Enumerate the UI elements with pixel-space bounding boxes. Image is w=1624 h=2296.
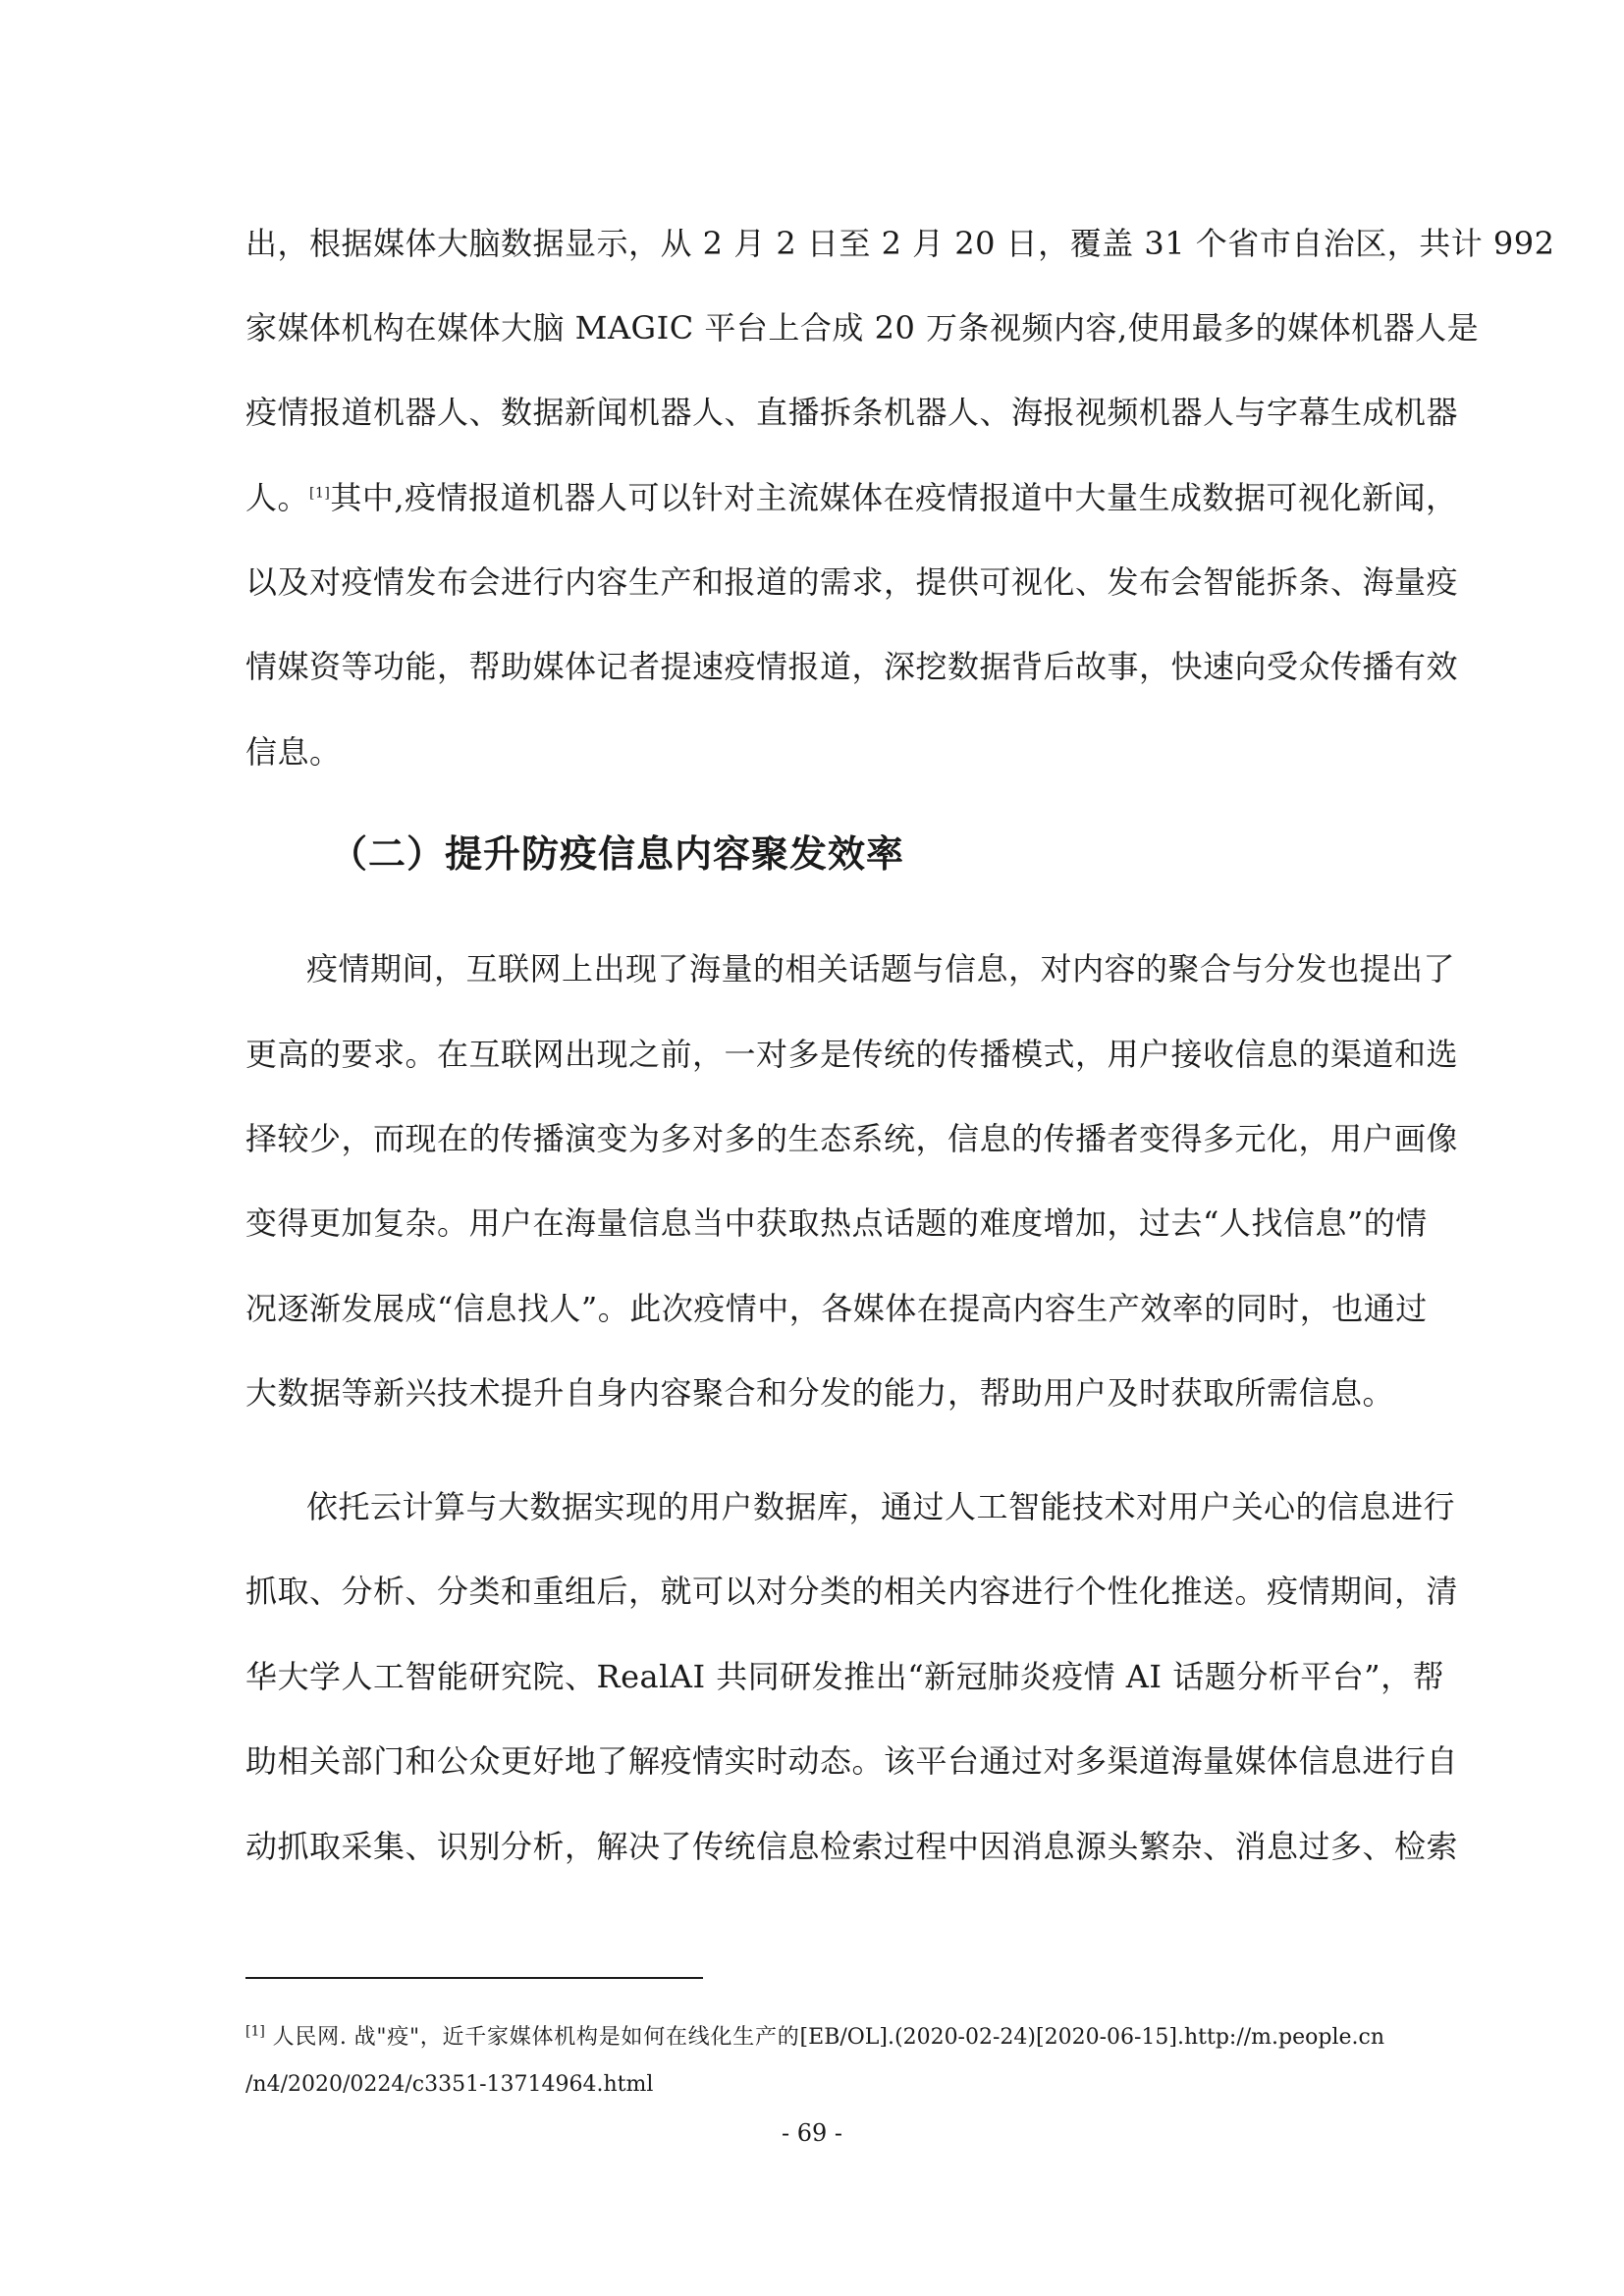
paragraph-1-line-1: 出，根据媒体大脑数据显示，从 2 月 2 日至 2 月 20 日，覆盖 31 个省市自治区，共计 992 xyxy=(245,225,1555,262)
paragraph-3-line-3: 华大学人工智能研究院、RealAI 共同研发推出“新冠肺炎疫情 AI 话题分析平台”，帮 xyxy=(245,1658,1445,1695)
footnote-line-1 xyxy=(245,2023,1384,2053)
paragraph-3-line-1: 依托云计算与大数据实现的用户数据库，通过人工智能技术对用户关心的信息进行 xyxy=(306,1488,1456,1525)
paragraph-2-line-4: 变得更加复杂。用户在海量信息当中获取热点话题的难度增加，过去“人找信息”的情 xyxy=(245,1204,1428,1242)
footnote-text: 人民网. 战"疫"，近千家媒体机构是如何在线化生产的[EB/OL].(2020-02-24)[2020-06-15].http://m.people.cn xyxy=(264,2025,1384,2050)
footnote-reference[interactable]: [1] xyxy=(309,485,331,502)
paragraph-1-line-4-end: 其中,疫情报道机器人可以针对主流媒体在疫情报道中大量生成数据可视化新闻， xyxy=(330,479,1458,516)
paragraph-3-line-2: 抓取、分析、分类和重组后，就可以对分类的相关内容进行个性化推送。疫情期间，清 xyxy=(245,1573,1459,1610)
section-heading: （二）提升防疫信息内容聚发效率 xyxy=(330,832,905,876)
paragraph-1-line-5: 以及对疫情发布会进行内容生产和报道的需求，提供可视化、发布会智能拆条、海量疫 xyxy=(245,563,1459,601)
paragraph-2-line-1: 疫情期间，互联网上出现了海量的相关话题与信息，对内容的聚合与分发也提出了 xyxy=(306,950,1456,988)
paragraph-1-line-4-start: 人。 xyxy=(245,479,310,516)
page-number: - 69 - xyxy=(781,2119,842,2147)
paragraph-3-line-4: 助相关部门和公众更好地了解疫情实时动态。该平台通过对多渠道海量媒体信息进行自 xyxy=(245,1742,1459,1780)
paragraph-2-line-5: 况逐渐发展成“信息找人”。此次疫情中，各媒体在提高内容生产效率的同时，也通过 xyxy=(245,1290,1428,1327)
footnote-separator xyxy=(245,1977,703,1979)
paragraph-1-line-3: 疫情报道机器人、数据新闻机器人、直播拆条机器人、海报视频机器人与字幕生成机器 xyxy=(245,394,1459,431)
paragraph-3-line-5: 动抓取采集、识别分析，解决了传统信息检索过程中因消息源头繁杂、消息过多、检索 xyxy=(245,1828,1459,1865)
footnote-line-2[interactable]: /n4/2020/0224/c3351-13714964.html xyxy=(245,2072,654,2097)
paragraph-1-line-7: 信息。 xyxy=(245,733,342,771)
paragraph-1-line-2: 家媒体机构在媒体大脑 MAGIC 平台上合成 20 万条视频内容,使用最多的媒体机器人是 xyxy=(245,309,1480,347)
paragraph-2-line-2: 更高的要求。在互联网出现之前，一对多是传统的传播模式，用户接收信息的渠道和选 xyxy=(245,1036,1459,1073)
paragraph-1-line-6: 情媒资等功能，帮助媒体记者提速疫情报道，深挖数据背后故事，快速向受众传播有效 xyxy=(245,648,1459,685)
paragraph-2-line-3: 择较少，而现在的传播演变为多对多的生态系统，信息的传播者变得多元化，用户画像 xyxy=(245,1120,1459,1157)
paragraph-2-line-6: 大数据等新兴技术提升自身内容聚合和分发的能力，帮助用户及时获取所需信息。 xyxy=(245,1374,1395,1412)
paragraph-1-line-4 xyxy=(245,472,1458,523)
footnote-marker: [1] xyxy=(245,2023,265,2040)
